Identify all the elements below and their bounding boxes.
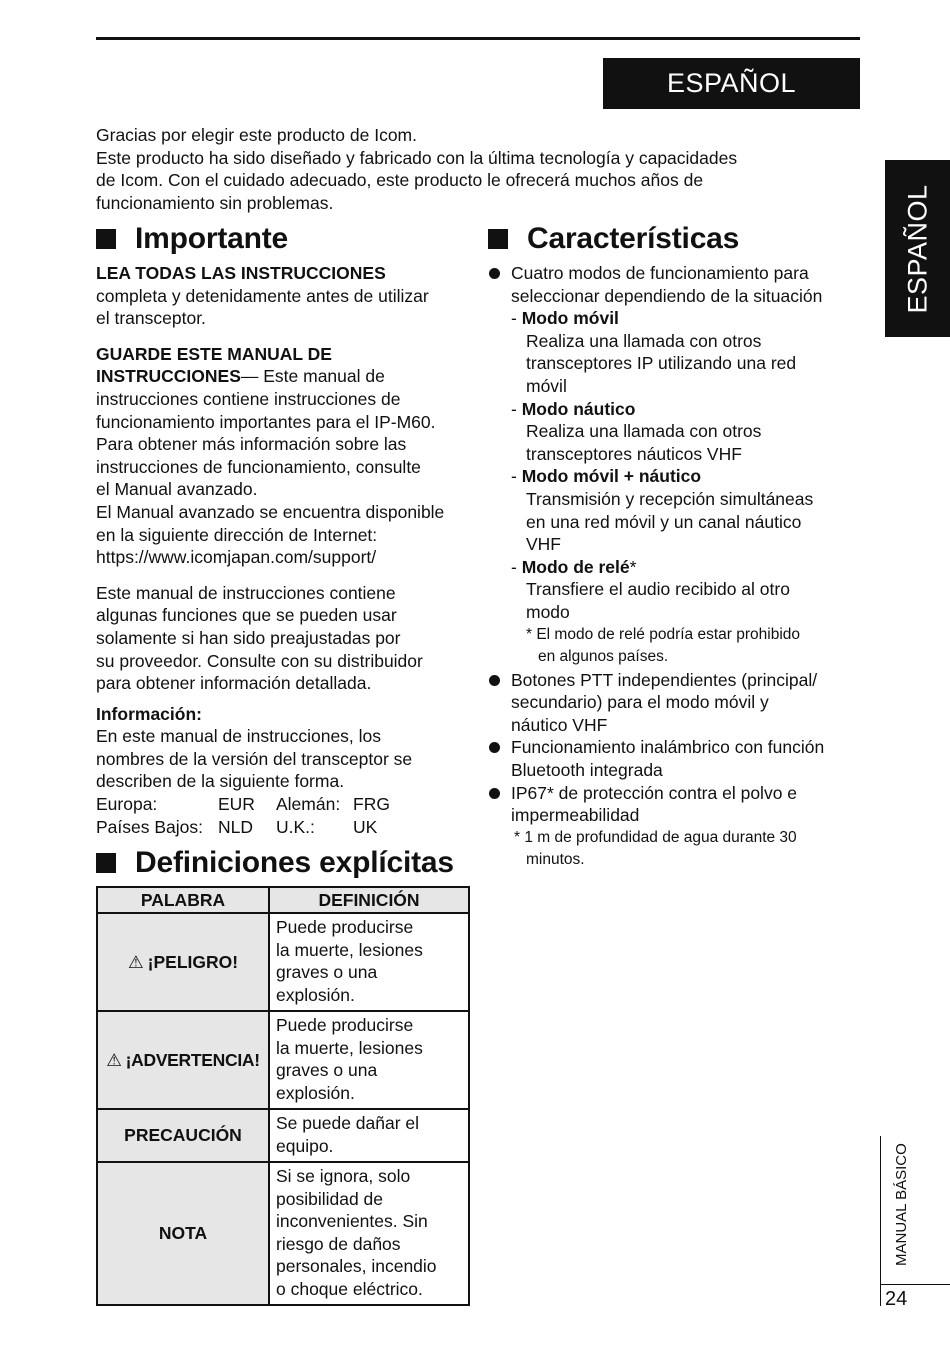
- guarde-heading-2: INSTRUCCIONES: [96, 366, 241, 387]
- feature-line: Cuatro modos de funcionamiento para: [511, 263, 809, 283]
- mode-desc: VHF: [526, 534, 561, 555]
- language-banner: [603, 58, 860, 109]
- definition-line: explosión.: [276, 984, 355, 1005]
- feature-line: impermeabilidad: [511, 805, 640, 826]
- feature-item: [511, 782, 871, 827]
- definition-line: riesgo de daños: [276, 1233, 401, 1254]
- mode-footnote-mark: *: [629, 556, 637, 577]
- term-text: ¡PELIGRO!: [147, 951, 239, 972]
- para2-text: su proveedor. Consulte con su distribuidor: [96, 650, 423, 671]
- version-label: Alemán:: [276, 794, 341, 815]
- column-header-word: PALABRA: [97, 887, 269, 913]
- guarde-text: El Manual avanzado se encuentra disponible: [96, 501, 445, 522]
- version-code: UK: [353, 816, 378, 837]
- manual-label-text: MANUAL BÁSICO: [893, 1143, 910, 1266]
- term-text: ¡ADVERTENCIA!: [125, 1049, 260, 1070]
- mode-desc: Transfiere el audio recibido al otro: [526, 579, 790, 600]
- relay-note: en algunos países.: [538, 648, 669, 666]
- version-label: Europa:: [96, 794, 158, 815]
- heading-importante-text: Importante: [135, 222, 289, 255]
- version-row: [96, 793, 476, 816]
- term-cell: [97, 1109, 269, 1162]
- guarde-text: instrucciones contiene instrucciones de: [96, 388, 401, 409]
- mode-name: Modo náutico: [521, 398, 636, 419]
- feature-line: Bluetooth integrada: [511, 760, 663, 781]
- support-url: https://www.icomjapan.com/support/: [96, 547, 377, 568]
- intro-line: funcionamiento sin problemas.: [96, 192, 334, 213]
- info-heading: Información:: [96, 703, 202, 724]
- mode-name: Modo móvil + náutico: [521, 466, 702, 487]
- table-row: [97, 1109, 469, 1162]
- side-divider: [880, 1136, 881, 1306]
- feature-line: Funcionamiento inalámbrico con función: [511, 737, 825, 758]
- definition-line: inconvenientes. Sin: [276, 1211, 428, 1232]
- version-label: U.K.:: [276, 816, 315, 837]
- guarde-text: funcionamiento importantes para el IP-M60.: [96, 411, 436, 432]
- mode-item: - Modo móvil + náutico Transmisión y recepción simultáneas en una red móvil y un canal náutico VHF: [511, 465, 871, 555]
- intro-paragraph: [96, 124, 836, 214]
- square-bullet-icon: [488, 229, 508, 249]
- mode-item: - Modo de relé* Transfiere el audio recibido al otro modo * El modo de relé podría estar prohibido en algunos países.: [511, 556, 871, 669]
- page-number: 24: [885, 1288, 908, 1310]
- term-text: PRECAUCIÓN: [124, 1125, 242, 1146]
- definition-line: Se puede dañar el: [276, 1113, 420, 1133]
- feature-line: náutico VHF: [511, 714, 608, 735]
- intro-line: Este producto ha sido diseñado y fabricado con la última tecnología y capacidades: [96, 147, 738, 168]
- definition-line: personales, incendio: [276, 1256, 437, 1277]
- table-header-row: [97, 887, 469, 913]
- feature-item: [511, 736, 871, 781]
- feature-line: Botones PTT independientes (principal/: [511, 669, 818, 690]
- definitions-table: [96, 886, 470, 1306]
- definition-line: equipo.: [276, 1135, 334, 1156]
- definition-line: graves o una: [276, 962, 378, 983]
- column-header-definition: DEFINICIÓN: [269, 887, 469, 913]
- term-cell: [97, 1162, 269, 1305]
- heading-caracteristicas: [488, 222, 739, 256]
- feature-line: seleccionar dependiendo de la situación: [511, 285, 823, 306]
- definition-line: Si se ignora, solo: [276, 1166, 411, 1186]
- mode-item: - Modo náutico Realiza una llamada con otros transceptores náuticos VHF: [511, 398, 871, 466]
- guarde-text: Para obtener más información sobre las: [96, 434, 407, 455]
- mode-desc: Realiza una llamada con otros: [526, 421, 762, 442]
- language-banner-text: ESPAÑOL: [666, 68, 797, 98]
- heading-importante: [96, 222, 288, 256]
- table-row: [97, 913, 469, 1011]
- version-code: EUR: [218, 794, 255, 815]
- bullet-icon: [489, 742, 500, 753]
- info-text: describen de la siguiente forma.: [96, 771, 345, 792]
- term-cell: [97, 1011, 269, 1109]
- guarde-text: el Manual avanzado.: [96, 479, 258, 500]
- lea-text: completa y detenidamente antes de utilizar: [96, 285, 429, 306]
- definition-line: Puede producirse: [276, 1015, 414, 1035]
- ip-note: minutos.: [526, 851, 585, 869]
- mode-desc: modo: [526, 601, 570, 622]
- intro-line: de Icom. Con el cuidado adecuado, este producto le ofrecerá muchos años de: [96, 170, 704, 191]
- para2-text: solamente si han sido preajustadas por: [96, 627, 401, 648]
- mode-desc: Realiza una llamada con otros: [526, 330, 762, 351]
- para2-text: algunas funciones que se pueden usar: [96, 605, 397, 626]
- heading-definiciones: [96, 846, 454, 880]
- heading-caracteristicas-text: Características: [527, 222, 740, 255]
- guarde-text: en la siguiente dirección de Internet:: [96, 524, 378, 545]
- definition-cell: [269, 1011, 469, 1109]
- lea-text: el transceptor.: [96, 308, 206, 329]
- guarde-heading: GUARDE ESTE MANUAL DE: [96, 343, 332, 364]
- feature-item: [511, 669, 871, 737]
- term-cell: [97, 913, 269, 1011]
- definition-cell: [269, 1109, 469, 1162]
- version-row: [96, 816, 476, 839]
- side-language-tab: [885, 160, 950, 337]
- feature-item: [511, 262, 871, 307]
- intro-line: Gracias por elegir este producto de Icom.: [96, 125, 417, 145]
- guarde-text: instrucciones de funcionamiento, consulte: [96, 456, 421, 477]
- warning-triangle-icon: ⚠: [106, 1049, 122, 1070]
- table-row: [97, 1011, 469, 1109]
- warning-triangle-icon: ⚠: [127, 951, 144, 972]
- info-text: En este manual de instrucciones, los: [96, 726, 382, 747]
- square-bullet-icon: [96, 853, 116, 873]
- mode-name: Modo de relé: [521, 556, 630, 577]
- version-code: FRG: [353, 794, 390, 815]
- mode-item: - Modo móvil Realiza una llamada con otros transceptores IP utilizando una red móvil: [511, 307, 871, 397]
- guarde-after: — Este manual de: [240, 366, 385, 387]
- feature-line: secundario) para el modo móvil y: [511, 692, 769, 713]
- heading-definiciones-text: Definiciones explícitas: [135, 846, 454, 879]
- definition-cell: [269, 1162, 469, 1305]
- definition-line: la muerte, lesiones: [276, 939, 423, 960]
- term-text: NOTA: [158, 1223, 208, 1244]
- lea-heading: LEA TODAS LAS INSTRUCCIONES: [96, 263, 386, 283]
- bullet-icon: [489, 675, 500, 686]
- table-row: [97, 1162, 469, 1305]
- relay-note: * El modo de relé podría estar prohibido: [526, 625, 800, 643]
- top-rule: [96, 37, 860, 40]
- mode-desc: Transmisión y recepción simultáneas: [526, 488, 814, 509]
- mode-desc: transceptores IP utilizando una red: [526, 353, 797, 374]
- mode-desc: transceptores náuticos VHF: [526, 443, 742, 464]
- para2-text: Este manual de instrucciones contiene: [96, 582, 396, 603]
- para2-text: para obtener información detallada.: [96, 673, 372, 694]
- definition-cell: [269, 913, 469, 1011]
- square-bullet-icon: [96, 229, 116, 249]
- caracteristicas-section: [511, 262, 871, 872]
- definition-line: o choque eléctrico.: [276, 1278, 423, 1299]
- definition-line: Puede producirse: [276, 917, 414, 937]
- feature-line: IP67* de protección contra el polvo e: [511, 782, 798, 803]
- side-language-tab-text: ESPAÑOL: [902, 183, 932, 314]
- mode-name: Modo móvil: [521, 308, 619, 329]
- importante-section: [96, 262, 476, 838]
- ip-note: * 1 m de profundidad de agua durante 30: [514, 828, 797, 846]
- version-code: NLD: [218, 816, 254, 837]
- version-label: Países Bajos:: [96, 816, 203, 837]
- definition-line: explosión.: [276, 1082, 355, 1103]
- definition-line: la muerte, lesiones: [276, 1037, 423, 1058]
- page-number-rule: [880, 1284, 950, 1285]
- bullet-icon: [489, 788, 500, 799]
- info-text: nombres de la versión del transceptor se: [96, 748, 413, 769]
- definition-line: graves o una: [276, 1060, 378, 1081]
- mode-desc: móvil: [526, 375, 567, 396]
- bullet-icon: [489, 268, 500, 279]
- mode-desc: en una red móvil y un canal náutico: [526, 511, 802, 532]
- definition-line: posibilidad de: [276, 1188, 384, 1209]
